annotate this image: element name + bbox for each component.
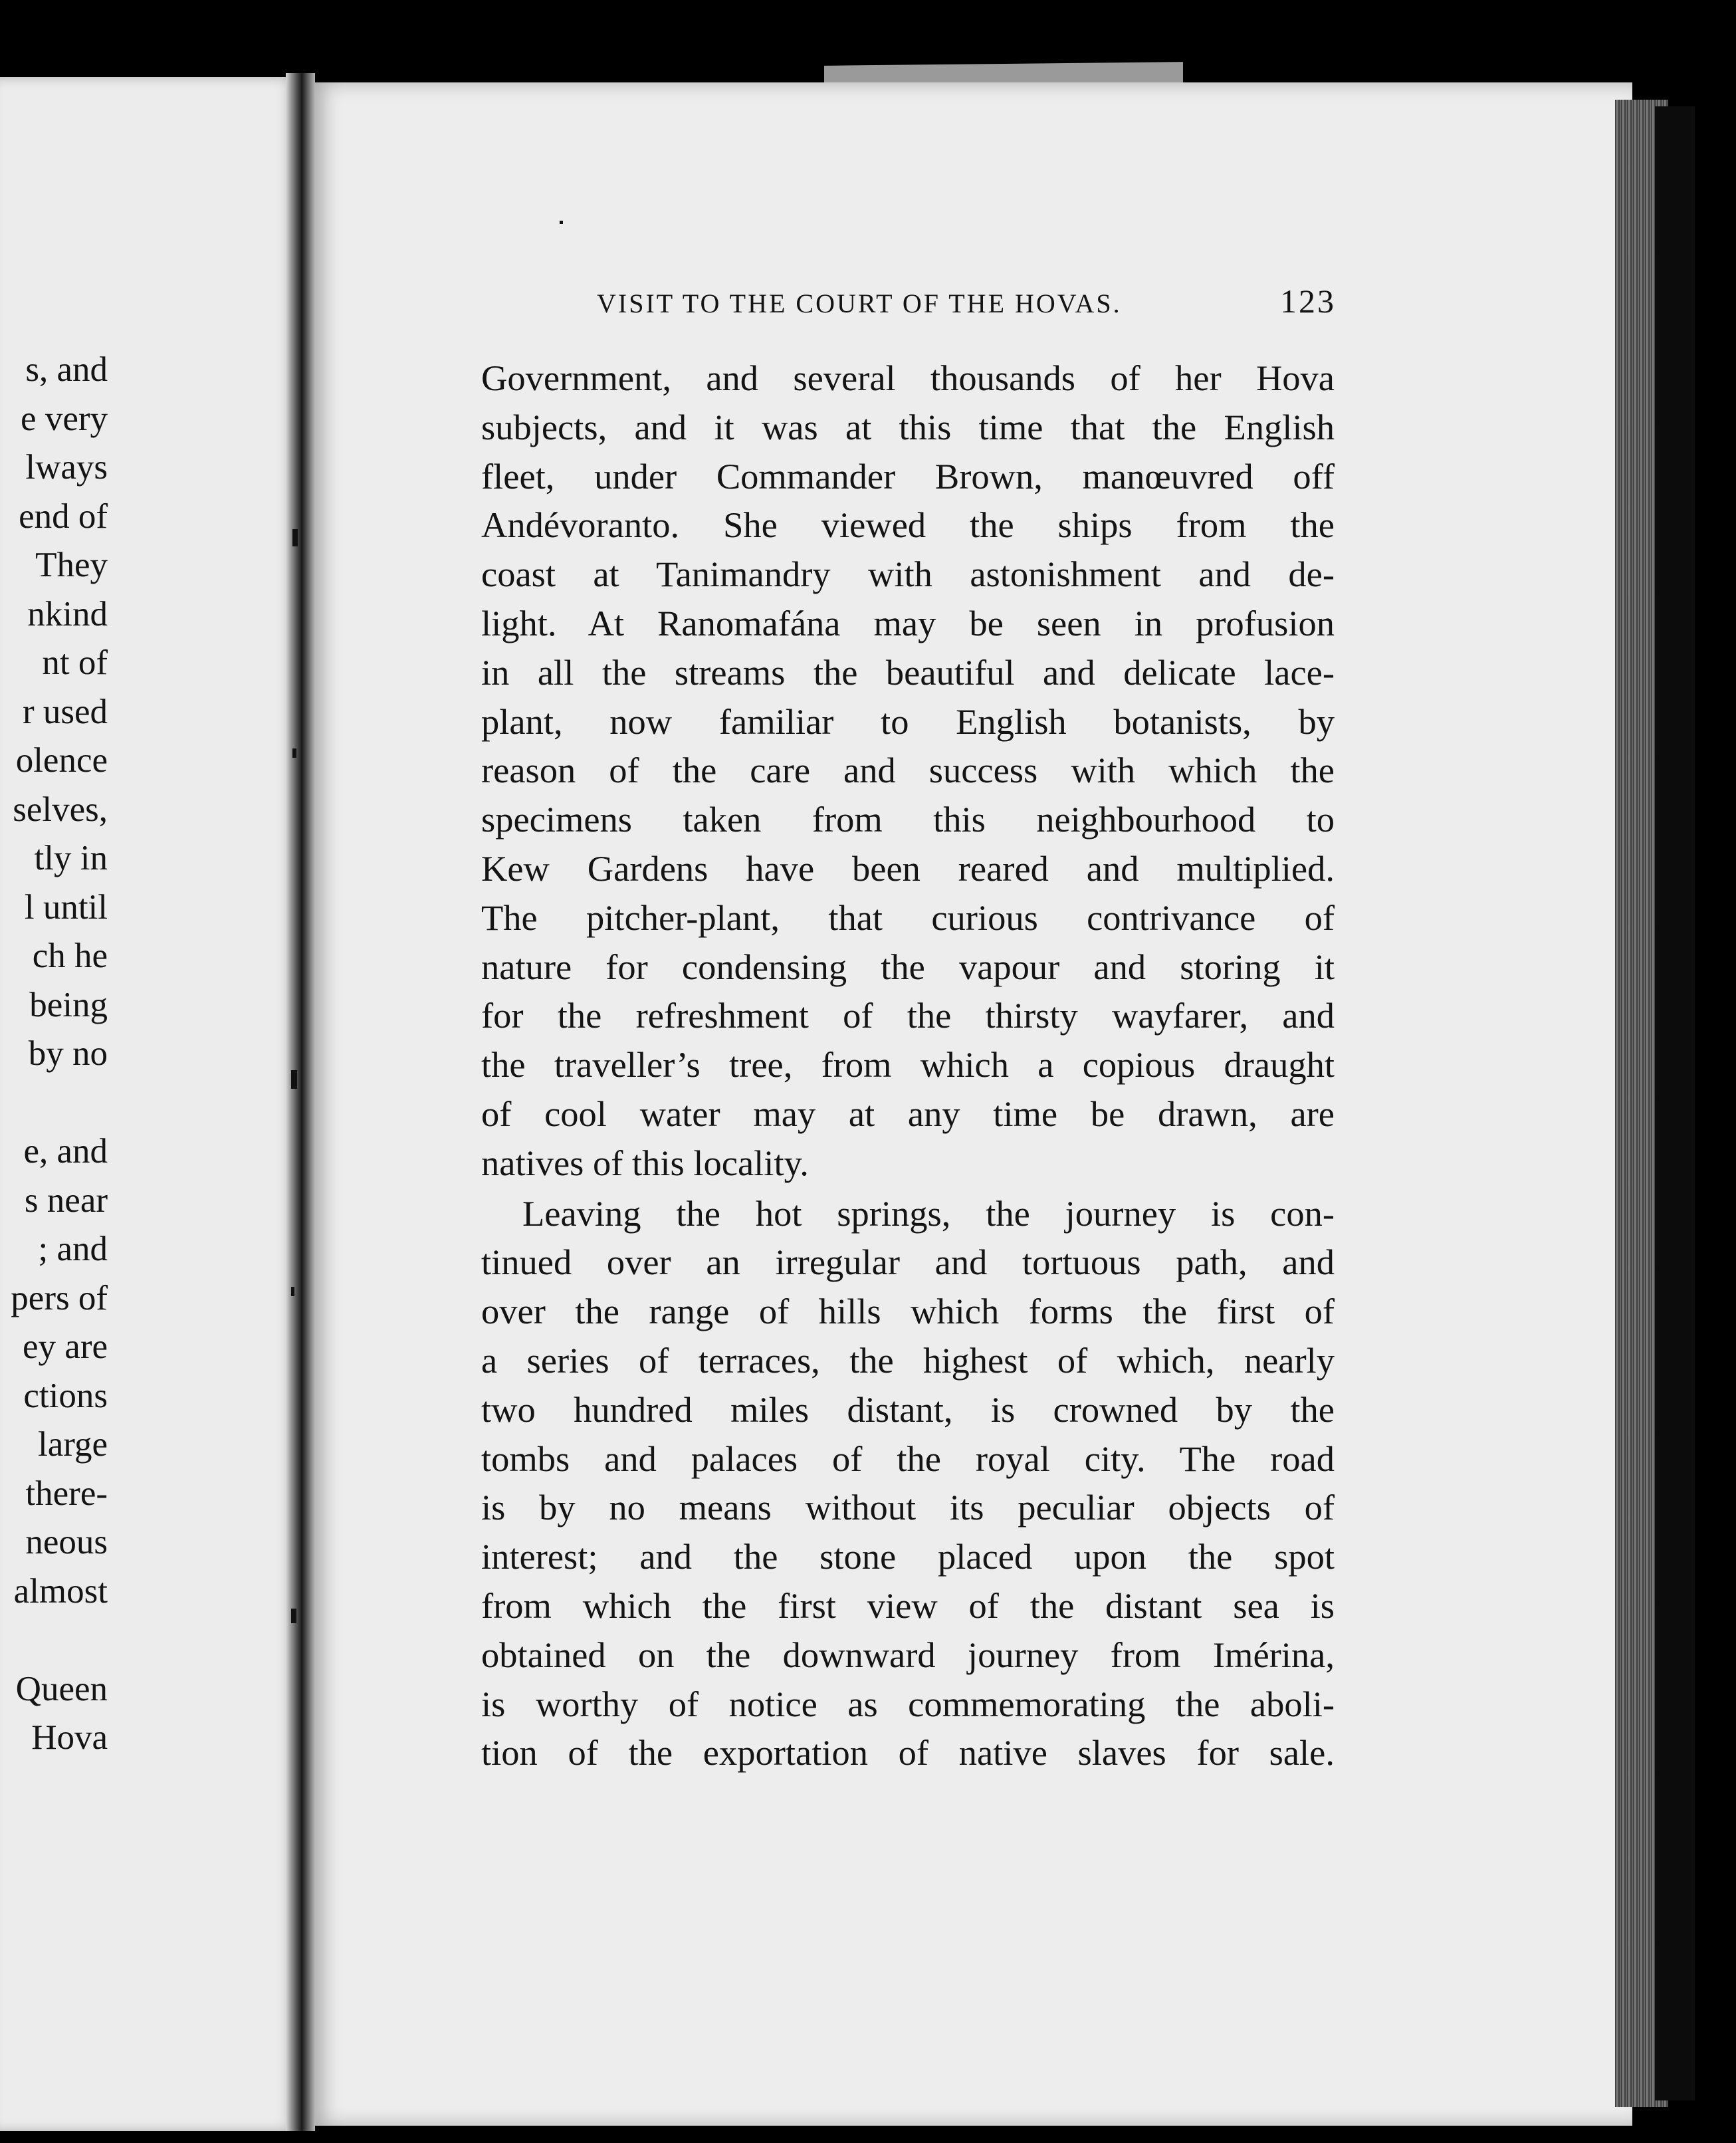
left-line: almost: [13, 1571, 108, 1611]
text-line: tinued over an irregular and tortuous path, and: [481, 1242, 1335, 1283]
body-text: [481, 354, 1335, 1777]
gutter-mark: [292, 748, 296, 758]
text-line: Kew Gardens have been reared and multiplied.: [481, 847, 1335, 889]
gutter-mark: [292, 529, 298, 546]
left-line: ch he: [32, 937, 108, 975]
left-line: ctions: [23, 1376, 108, 1415]
text-line: tombs and palaces of the royal city. The road: [481, 1438, 1335, 1479]
left-line: nt of: [42, 643, 108, 682]
text-line: The pitcher-plant, that curious contrivance of: [481, 897, 1335, 938]
paragraph-2: [481, 1189, 1335, 1778]
text-line: the traveller’s tree, from which a copious draught: [481, 1044, 1335, 1085]
text-line: Leaving the hot springs, the journey is con-: [522, 1192, 1335, 1234]
left-line: olence: [15, 741, 108, 780]
text-line: fleet, under Commander Brown, manœuvred off: [481, 455, 1335, 497]
text-line: a series of terraces, the highest of which, nearly: [481, 1339, 1335, 1381]
gutter-mark: [291, 1070, 297, 1089]
left-line: l until: [24, 887, 108, 927]
text-line: coast at Tanimandry with astonishment and de-: [481, 554, 1335, 595]
left-line: selves,: [13, 790, 108, 829]
left-line: s, and: [25, 350, 108, 389]
gutter-mark: [291, 1287, 294, 1296]
left-line: lways: [25, 448, 108, 487]
page-speck: [560, 221, 563, 224]
left-line: r used: [22, 692, 108, 731]
left-line-blank: [0, 1079, 108, 1128]
book-cover-edge: [1655, 106, 1695, 2100]
text-line: is worthy of notice as commemorating the aboli-: [481, 1683, 1335, 1724]
left-line: nkind: [27, 594, 108, 633]
left-line: e very: [21, 399, 108, 438]
text-line: obtained on the downward journey from Imérina,: [481, 1634, 1335, 1675]
left-line: They: [35, 546, 108, 584]
gutter-mark: [291, 1609, 296, 1623]
left-line: s near: [24, 1181, 108, 1220]
text-line: nature for condensing the vapour and storing it: [481, 946, 1335, 987]
text-line: light. At Ranomafána may be seen in profusion: [481, 602, 1335, 643]
text-line: reason of the care and success with which the: [481, 750, 1335, 791]
text-line: plant, now familiar to English botanists, by: [481, 701, 1335, 742]
text-line: in all the streams the beautiful and delicate lace-: [481, 651, 1335, 693]
text-line: Government, and several thousands of her Hova: [481, 358, 1335, 398]
text-line: two hundred miles distant, is crowned by the: [481, 1389, 1335, 1430]
left-line: large: [38, 1425, 108, 1464]
left-line: ; and: [38, 1230, 108, 1268]
text-line: tion of the exportation of native slaves for sale.: [481, 1732, 1335, 1773]
left-line: being: [29, 985, 108, 1024]
left-line: neous: [25, 1523, 108, 1561]
text-line: from which the first view of the distant sea is: [481, 1585, 1335, 1626]
paragraph-1: [481, 354, 1335, 1188]
running-head-title: VISIT TO THE COURT OF THE HOVAS.: [597, 288, 1122, 318]
text-line: specimens taken from this neighbourhood to: [481, 799, 1335, 840]
running-head: [597, 282, 1336, 320]
book-gutter: [286, 73, 315, 2131]
left-line: Hova: [31, 1718, 108, 1757]
left-line: tly in: [34, 839, 108, 877]
text-line: natives of this locality.: [481, 1142, 809, 1183]
left-line: there-: [25, 1474, 108, 1513]
left-line: end of: [19, 497, 108, 536]
left-line: by no: [28, 1034, 108, 1073]
left-line: ey are: [23, 1327, 108, 1366]
page-number: 123: [1280, 282, 1336, 320]
text-line: is by no means without its peculiar objects of: [481, 1487, 1335, 1528]
left-page-text: [0, 346, 108, 1763]
text-line: interest; and the stone placed upon the spot: [481, 1536, 1335, 1577]
text-line: subjects, and it was at this time that the English: [481, 406, 1335, 447]
left-line-blank: [0, 1616, 108, 1665]
text-line: over the range of hills which forms the first of: [481, 1291, 1335, 1332]
left-line: pers of: [11, 1278, 108, 1317]
left-line: e, and: [23, 1132, 108, 1171]
text-line: for the refreshment of the thirsty wayfarer, and: [481, 995, 1335, 1036]
text-line: of cool water may at any time be drawn, are: [481, 1093, 1335, 1134]
text-line: Andévoranto. She viewed the ships from the: [481, 505, 1335, 546]
left-line: Queen: [15, 1669, 108, 1708]
